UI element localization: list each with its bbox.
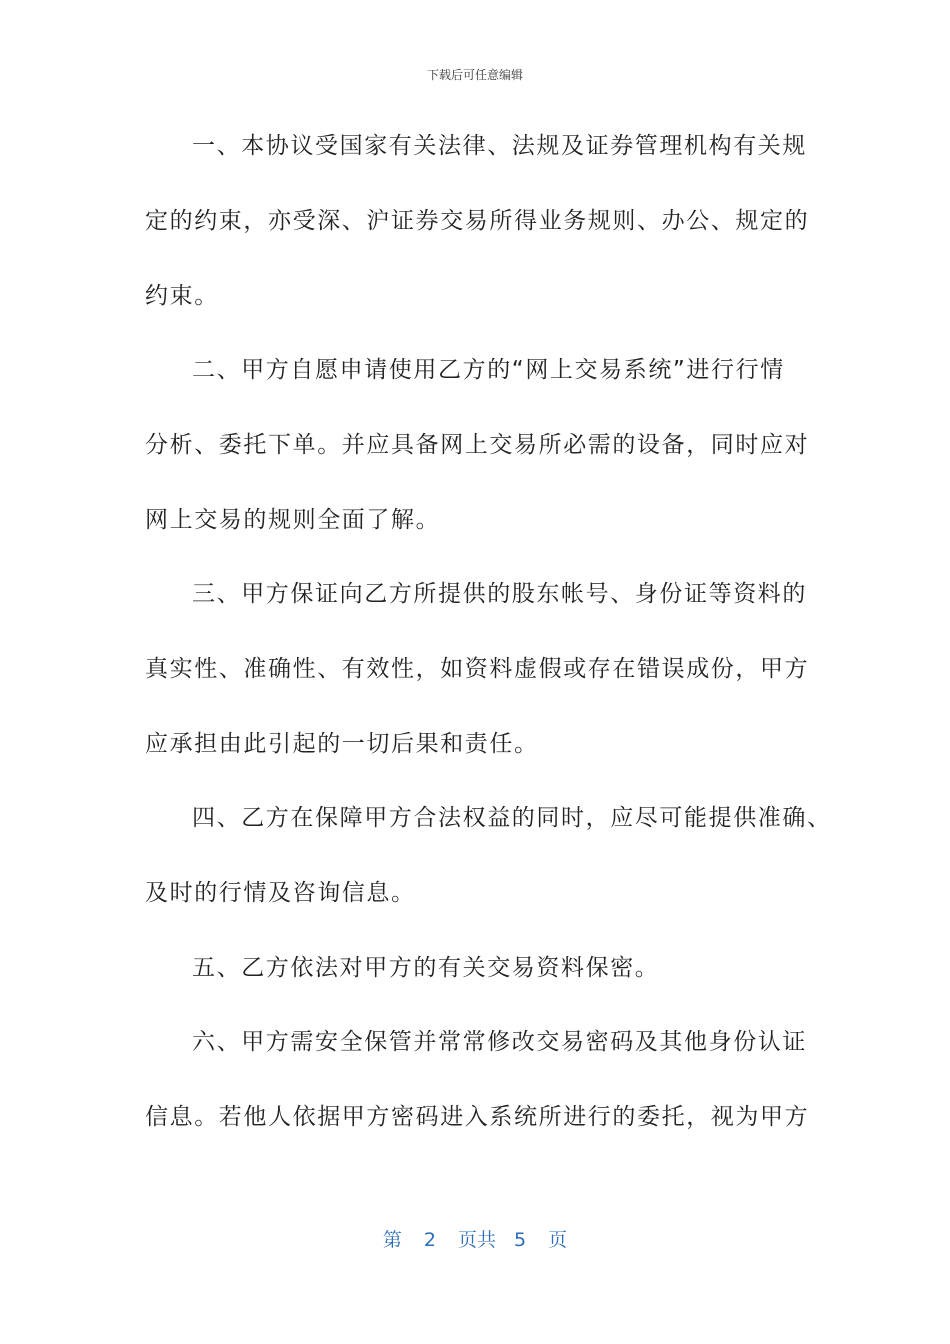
- paragraph-line: 一、本协议受国家有关法律、法规及证券管理机构有关规: [192, 133, 807, 159]
- paragraph-line: 二、甲方自愿申请使用乙方的“网上交易系统”进行行情: [192, 357, 785, 383]
- paragraph-line: 定的约束，亦受深、沪证券交易所得业务规则、办公、规定的: [145, 208, 810, 234]
- paragraph-line: 六、甲方需安全保管并常常修改交易密码及其他身份认证: [192, 1029, 807, 1055]
- paragraph-line: 真实性、准确性、有效性，如资料虚假或存在错误成份，甲方: [145, 656, 810, 682]
- footer-total-pages: 5: [514, 1229, 527, 1251]
- paragraph-line: 信息。若他人依据甲方密码进入系统所进行的委托，视为甲方: [145, 1104, 810, 1130]
- footer-page-number: 2: [423, 1229, 436, 1251]
- paragraph-line: 分析、委托下单。并应具备网上交易所必需的设备，同时应对: [145, 432, 810, 458]
- paragraph-line: 四、乙方在保障甲方合法权益的同时，应尽可能提供准确、: [192, 805, 832, 831]
- paragraph-line: 五、乙方依法对甲方的有关交易资料保密。: [192, 955, 660, 981]
- paragraph-line: 三、甲方保证向乙方所提供的股东帐号、身份证等资料的: [192, 581, 807, 607]
- footer-ye: 页: [548, 1229, 568, 1251]
- footer-di: 第: [382, 1229, 402, 1251]
- paragraph-line: 网上交易的规则全面了解。: [145, 507, 441, 533]
- paragraph-line: 应承担由此引起的一切后果和责任。: [145, 731, 539, 757]
- footer-ye-gong: 页共: [457, 1229, 496, 1251]
- header-note: 下载后可任意编辑: [426, 68, 523, 82]
- page-footer: [0, 1225, 950, 1252]
- paragraph-line: 及时的行情及咨询信息。: [145, 880, 416, 906]
- paragraph-line: 约束。: [145, 283, 219, 309]
